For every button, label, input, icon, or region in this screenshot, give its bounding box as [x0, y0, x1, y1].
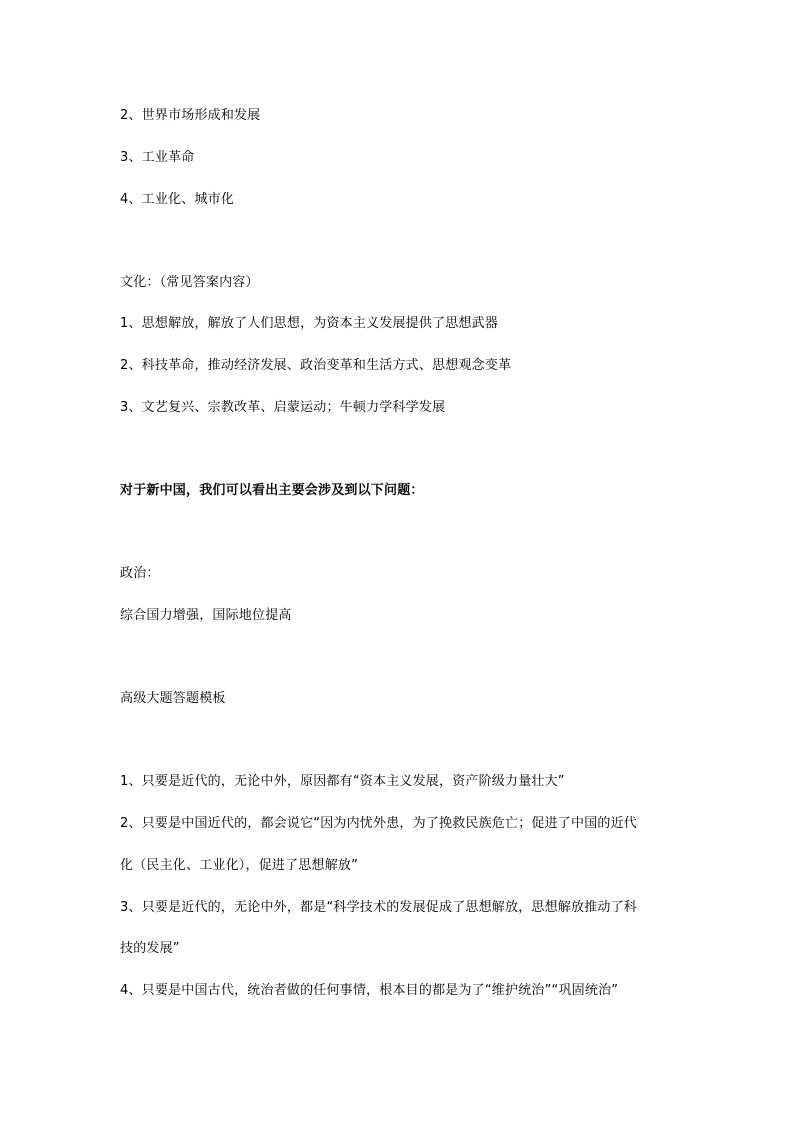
economy-item-2: 2、世界市场形成和发展: [120, 108, 261, 123]
politics-heading: 政治：: [120, 566, 160, 581]
template-item-2-continued: 化（民主化、工业化），促进了思想解放”: [120, 858, 359, 873]
politics-item: 综合国力增强，国际地位提高: [120, 608, 292, 623]
template-item-4: 4、只要是中国古代，统治者做的任何事情，根本目的都是为了“维护统治”“巩固统治”: [120, 983, 619, 998]
template-item-3: 3、只要是近代的，无论中外，都是“科学技术的发展促成了思想解放，思想解放推动了科: [120, 900, 638, 915]
culture-heading: 文化：（常见答案内容）: [120, 275, 259, 290]
template-item-1: 1、只要是近代的，无论中外，原因都有“资本主义发展，资产阶级力量壮大”: [120, 774, 565, 789]
template-item-3-continued: 技的发展”: [120, 941, 180, 956]
new-china-heading: 对于新中国，我们可以看出主要会涉及到以下问题：: [120, 483, 424, 498]
culture-item-1: 1、思想解放，解放了人们思想，为资本主义发展提供了思想武器: [120, 316, 499, 331]
economy-item-4: 4、工业化、城市化: [120, 192, 235, 207]
template-item-2: 2、只要是中国近代的，都会说它“因为内忧外患，为了挽救民族危亡；促进了中国的近代: [120, 816, 638, 831]
culture-item-3: 3、文艺复兴、宗教改革、启蒙运动；牛顿力学科学发展: [120, 400, 446, 415]
economy-item-3: 3、工业革命: [120, 150, 195, 165]
culture-item-2: 2、科技革命，推动经济发展、政治变革和生活方式、思想观念变革: [120, 358, 512, 373]
template-heading: 高级大题答题模板: [120, 691, 226, 706]
